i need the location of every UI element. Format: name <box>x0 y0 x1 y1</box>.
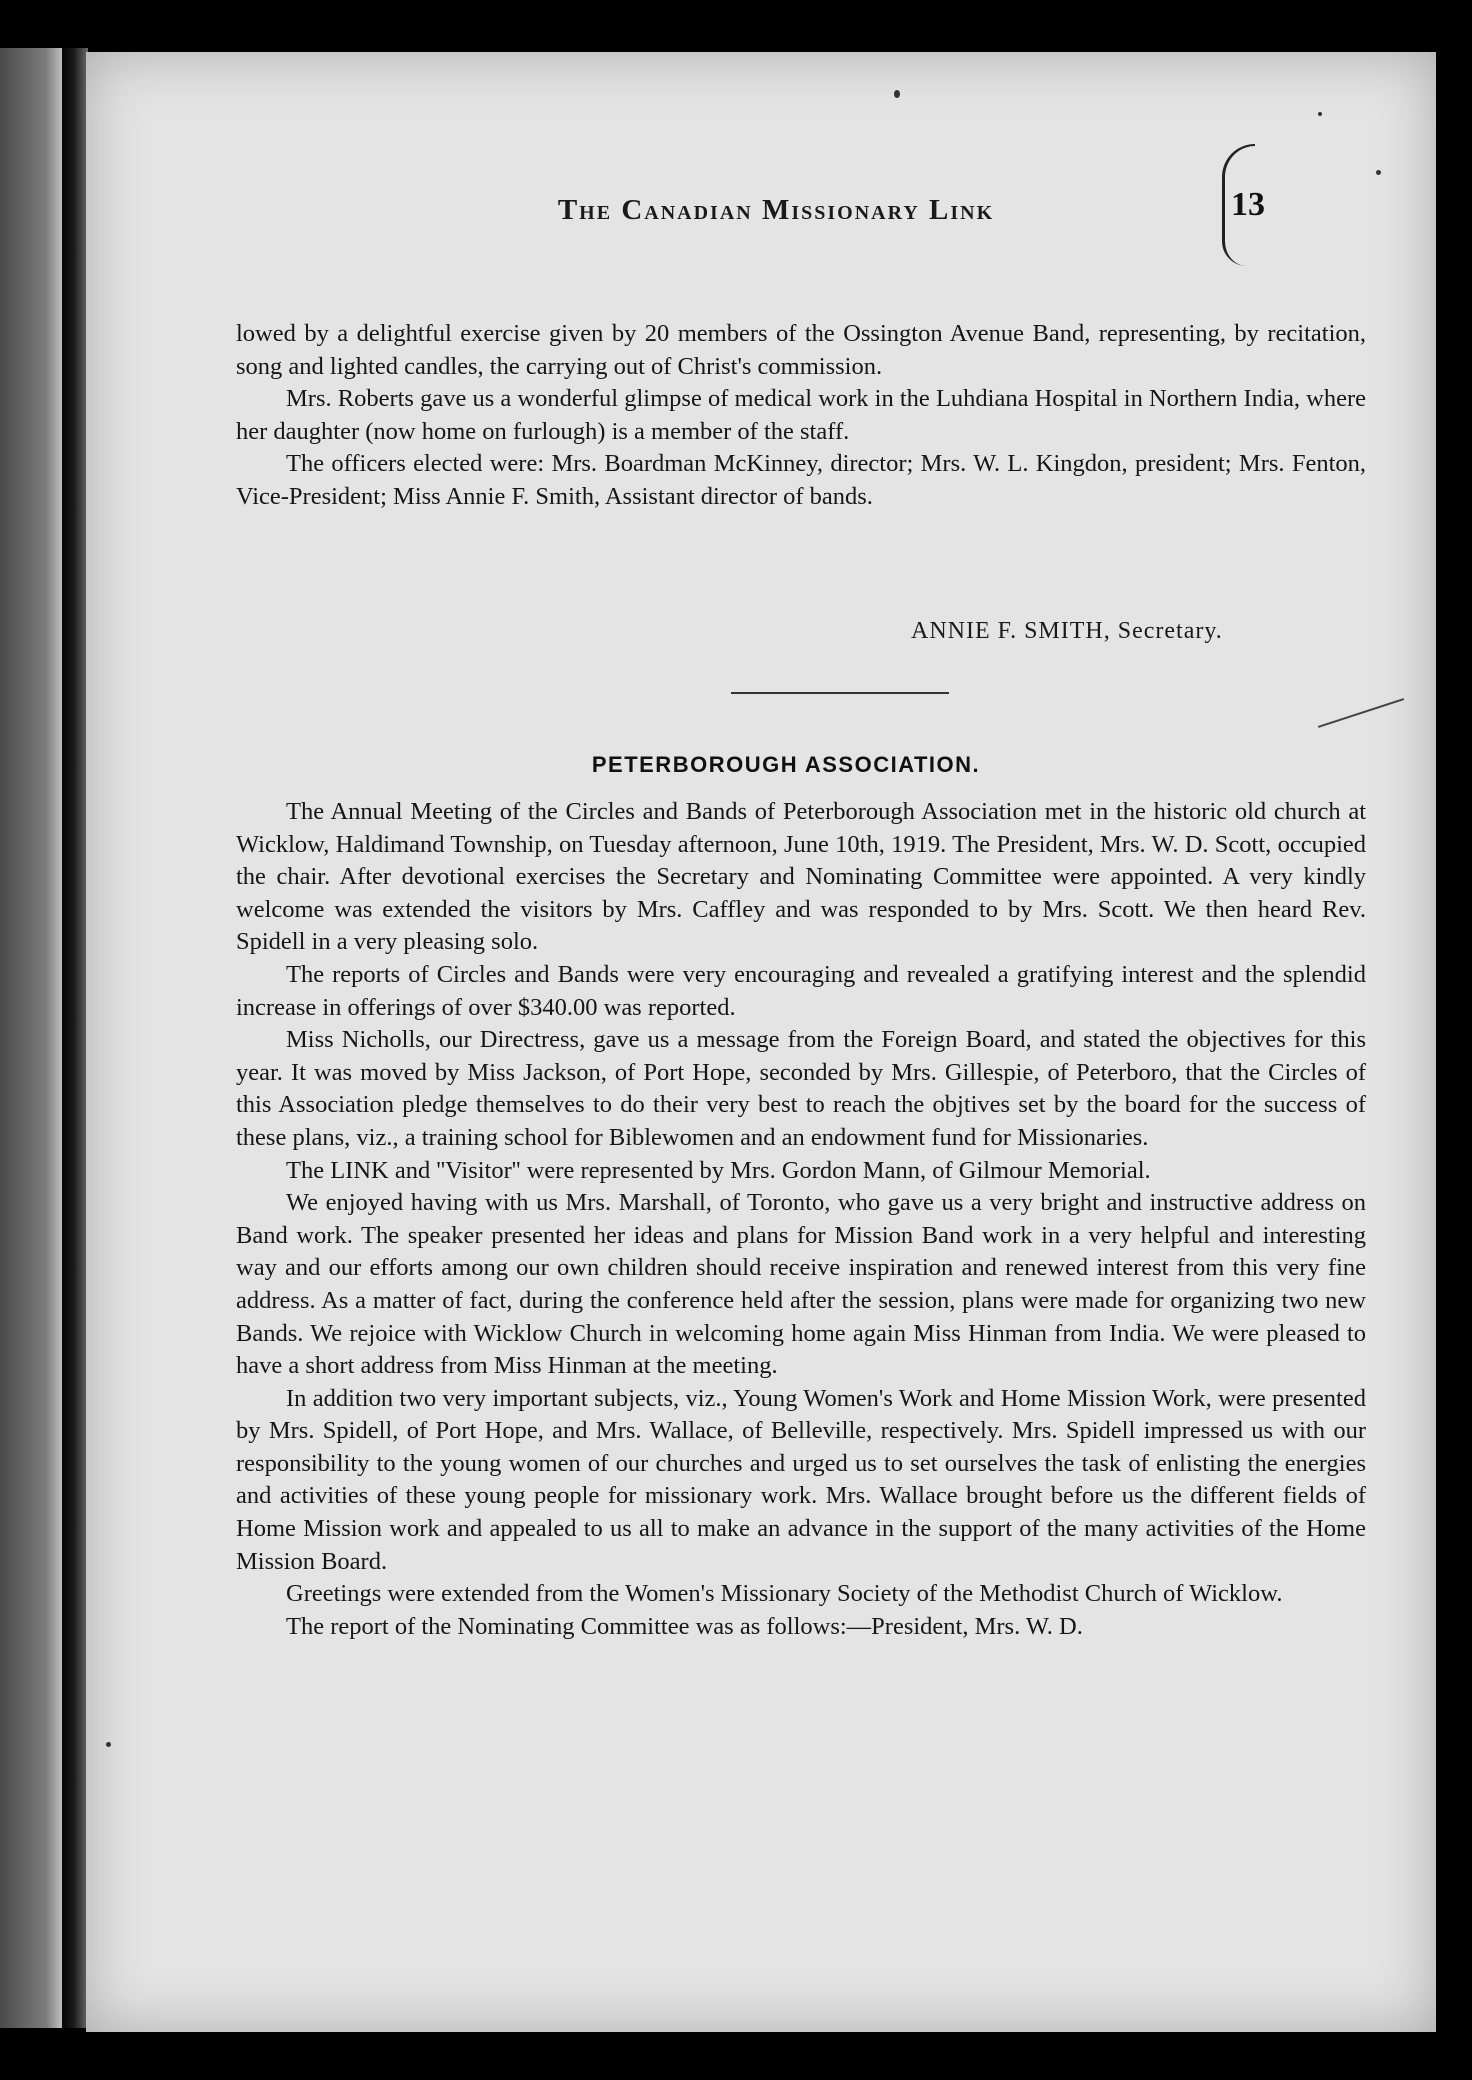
ink-speck <box>106 1742 111 1747</box>
section-divider <box>731 692 949 694</box>
paragraph: The LINK and ''Visitor'' were represented by Mrs. Gordon Mann, of Gilmour Memorial. <box>286 1156 1151 1184</box>
facing-page-edge <box>0 48 66 2028</box>
paragraph: The report of the Nominating Committee was as follows:—President, Mrs. W. D. <box>286 1612 1083 1640</box>
ink-speck <box>894 90 900 98</box>
paragraph: lowed by a delightful exercise given by 20 members of the Ossington Avenue Band, representing, by recitation, song and lighted candles, the carrying out of Christ's commission. <box>236 320 1366 380</box>
paragraph: Miss Nicholls, our Directress, gave us a message from the Foreign Board, and stated the objectives for this year. It was moved by Miss Jackson, of Port Hope, seconded by Mrs. Gillespie, of Peterboro, that the Circles of this Association pledge themselves to do their very best to reach the objtives set by the board for the success of these plans, viz., a training school for Biblewomen and an endowment fund for Missionaries. <box>236 1026 1366 1151</box>
book-gutter <box>62 48 88 2028</box>
paragraph: Mrs. Roberts gave us a wonderful glimpse of medical work in the Luhdiana Hospital in Northern India, where her daughter (now home on furlough) is a member of the staff. <box>236 385 1366 445</box>
ink-speck <box>1318 112 1322 116</box>
paragraph: Greetings were extended from the Women's Missionary Society of the Methodist Church of Wicklow. <box>286 1580 1283 1608</box>
paragraph: In addition two very important subjects, viz., Young Women's Work and Home Mission Work, were presented by Mrs. Spidell, of Port Hope, and Mrs. Wallace, of Belleville, respectively. Mrs. Spidell impressed us with our responsibility to the young women of our churches and urged us to set ourselves the task of enlisting the energies and activities of these young people for missionary work. Mrs. Wallace brought before us the different fields of Home Mission work and appealed to us all to make an advance in the support of the many activities of the Home Mission Board. <box>236 1384 1366 1575</box>
pencil-stroke-mark <box>1318 698 1404 728</box>
paragraph: The reports of Circles and Bands were very encouraging and revealed a gratifying interest and the splendid increase in offerings of over $340.00 was reported. <box>236 960 1366 1021</box>
paragraph: The Annual Meeting of the Circles and Bands of Peterborough Association met in the historic old church at Wicklow, Haldimand Township, on Tuesday afternoon, June 10th, 1919. The President, Mrs. W. D. Scott, occupied the chair. After devotional exercises the Secretary and Nominating Committee were appointed. A very kindly welcome was extended the visitors by Mrs. Caffley and was responded to by Mrs. Scott. We then heard Rev. Spidell in a very pleasing solo. <box>236 798 1366 956</box>
section-b-body <box>236 796 1366 1643</box>
paragraph: We enjoyed having with us Mrs. Marshall, of Toronto, who gave us a very bright and instructive address on Band work. The speaker presented her ideas and plans for Mission Band work in a very helpful and interesting way and our efforts among our own children should receive inspiration and renewed interest from this very fine address. As a matter of fact, during the conference held after the session, plans were made for organizing two new Bands. We rejoice with Wicklow Church in welcoming home again Miss Hinman from India. We were pleased to have a short address from Miss Hinman at the meeting. <box>236 1189 1366 1380</box>
section-heading: PETERBOROUGH ASSOCIATION. <box>591 752 981 777</box>
paragraph: The officers elected were: Mrs. Boardman McKinney, director; Mrs. W. L. Kingdon, president; Mrs. Fenton, Vice-President; Miss Annie F. Smith, Assistant director of bands. <box>236 450 1366 510</box>
scanned-page <box>86 52 1436 2032</box>
secretary-signature: ANNIE F. SMITH, Secretary. <box>911 618 1223 644</box>
section-a-body <box>236 318 1366 514</box>
running-header: The Canadian Missionary Link <box>557 194 995 226</box>
ink-speck <box>1376 170 1381 175</box>
page-number: 13 <box>1231 186 1265 223</box>
